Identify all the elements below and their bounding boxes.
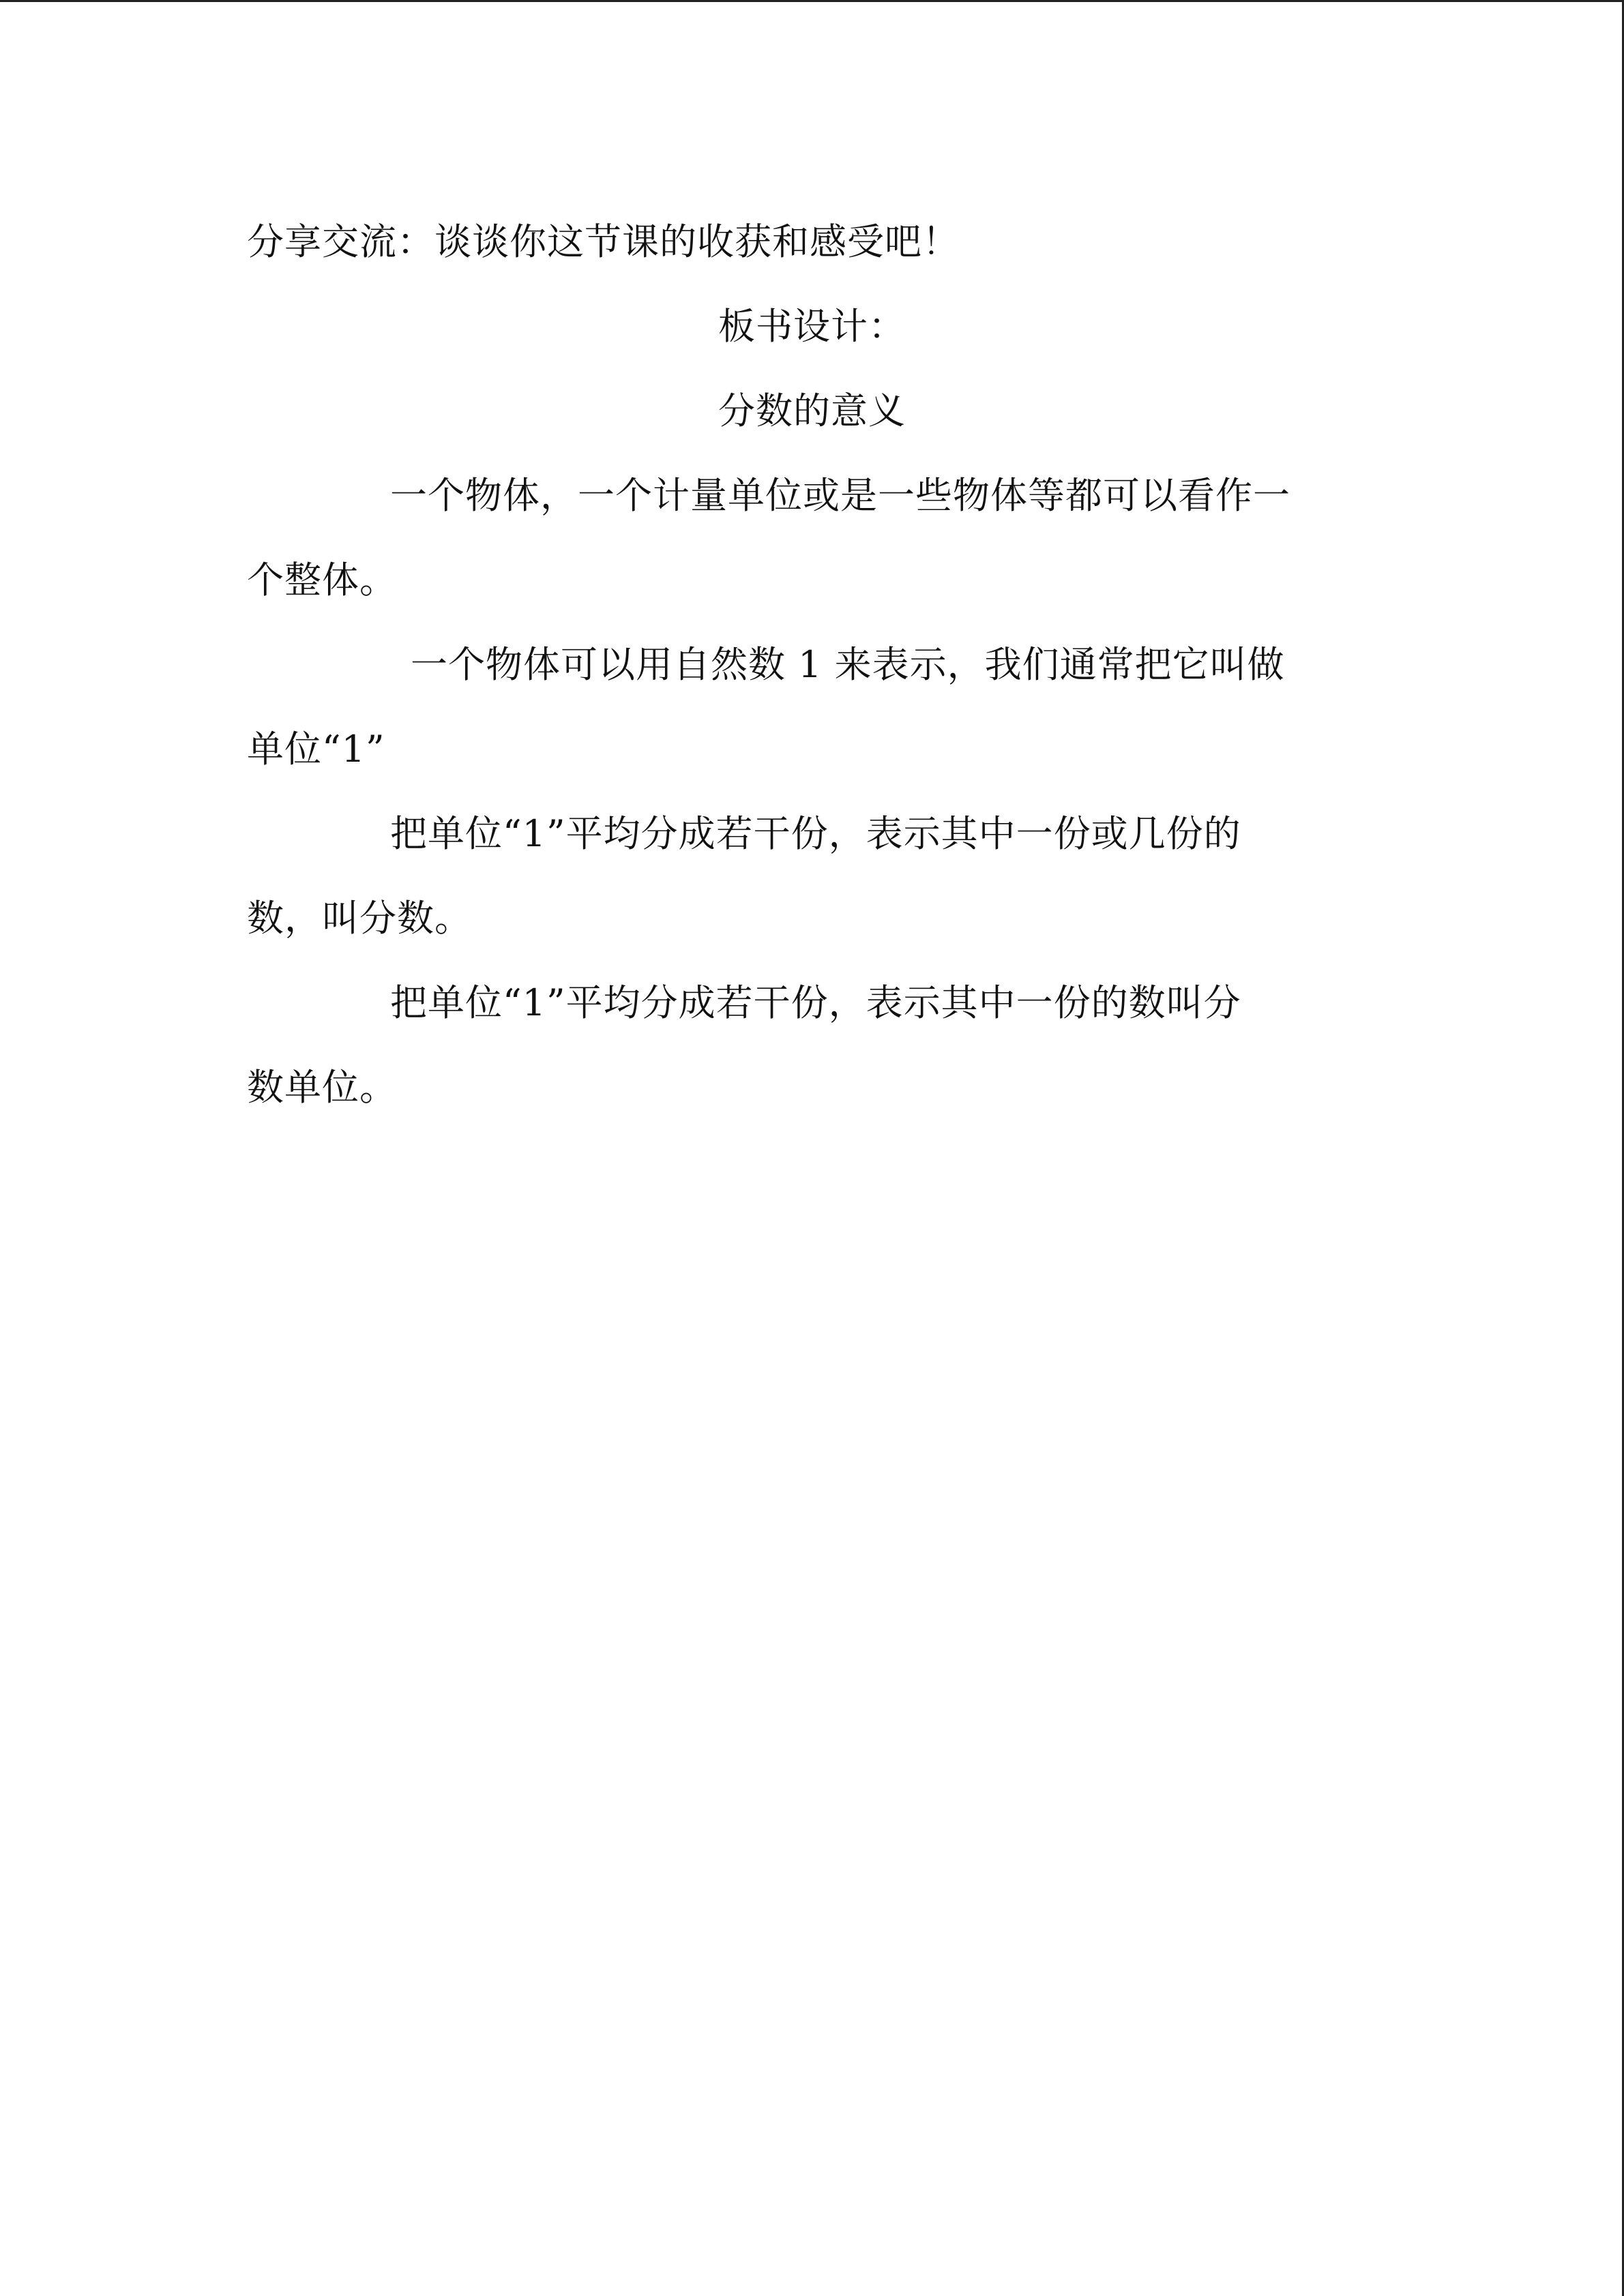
paragraph-3-line-1: 把单位“1”平均分成若干份，表示其中一份或几份的	[390, 812, 1241, 855]
board-title: 分数的意义	[718, 389, 906, 432]
share-prompt: 分享交流：谈谈你这节课的收获和感受吧！	[247, 220, 960, 263]
paragraph-2-line-2: 单位“1”	[247, 728, 385, 771]
paragraph-1-line-1: 一个物体，一个计量单位或是一些物体等都可以看作一	[390, 474, 1290, 517]
board-design-heading: 板书设计：	[718, 305, 906, 348]
paragraph-2-line-1: 一个物体可以用自然数 1 来表示，我们通常把它叫做	[411, 643, 1285, 686]
paragraph-1-line-2: 个整体。	[247, 558, 397, 601]
paragraph-3-line-2: 数，叫分数。	[247, 897, 472, 940]
paragraph-4-line-1: 把单位“1”平均分成若干份，表示其中一份的数叫分	[390, 981, 1241, 1024]
paragraph-4-line-2: 数单位。	[247, 1066, 397, 1109]
